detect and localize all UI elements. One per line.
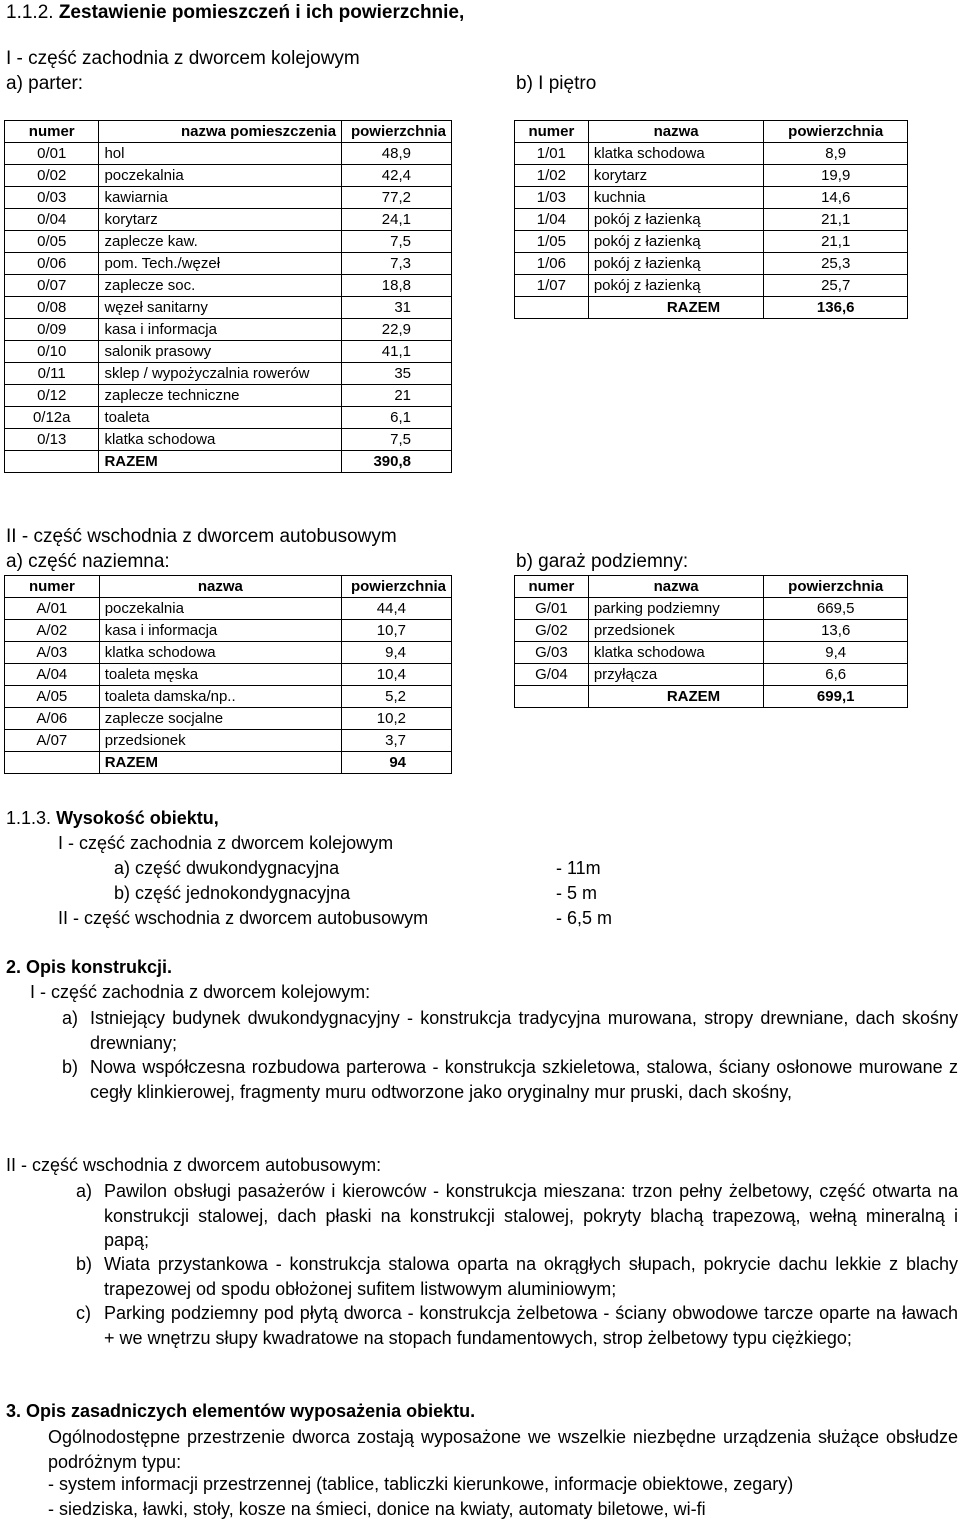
- room-area: 669,5: [764, 598, 908, 620]
- room-number: 0/07: [5, 275, 99, 297]
- room-name: pokój z łazienką: [588, 231, 764, 253]
- room-name: pokój z łazienką: [588, 253, 764, 275]
- room-area: 31: [342, 297, 452, 319]
- table-row: [5, 598, 452, 620]
- room-number: 0/06: [5, 253, 99, 275]
- column-header: nazwa: [588, 121, 764, 143]
- section-heading-113: [6, 808, 219, 829]
- room-name: przedsionek: [99, 730, 341, 752]
- table-header-row: [5, 576, 452, 598]
- room-name: klatka schodowa: [99, 429, 342, 451]
- room-number: 0/01: [5, 143, 99, 165]
- section-number: 1.1.3.: [6, 808, 52, 828]
- total-empty-cell: [5, 752, 100, 774]
- table-row: [5, 275, 452, 297]
- item-text: Wiata przystankowa - konstrukcja stalowa oparta na okrągłych słupach, pokrycie dachu lekkie z blachy trapezowej od spodu obłożonej sufitem listwowym aluminiowym;: [104, 1254, 958, 1299]
- height-a-label: a) część dwukondygnacyjna: [114, 858, 340, 878]
- room-name: kasa i informacja: [99, 620, 341, 642]
- item-label: c): [76, 1303, 91, 1323]
- item-label: b): [76, 1254, 93, 1274]
- height-part2-value: - 6,5 m: [556, 908, 613, 928]
- room-name: kuchnia: [588, 187, 764, 209]
- construction-part1: I - część zachodnia z dworcem kolejowym:: [30, 982, 371, 1002]
- total-value: 390,8: [342, 451, 452, 473]
- column-header: numer: [515, 121, 589, 143]
- section-heading-112: [6, 2, 464, 24]
- table-total-row: [515, 297, 908, 319]
- room-name: przyłącza: [588, 664, 764, 686]
- room-name: klatka schodowa: [99, 642, 341, 664]
- room-area: 14,6: [764, 187, 908, 209]
- room-area: 24,1: [342, 209, 452, 231]
- construction-part2: II - część wschodnia z dworcem autobusowym:: [6, 1155, 382, 1175]
- room-number: 1/05: [515, 231, 589, 253]
- equipment-item-1: - system informacji przestrzennej (tablice, tabliczki kierunkowe, informacje obiektowe, zegary): [48, 1474, 794, 1494]
- room-number: 1/03: [515, 187, 589, 209]
- total-value: 699,1: [764, 686, 908, 708]
- room-area: 6,1: [342, 407, 452, 429]
- height-b-label: b) część jednokondygnacyjna: [114, 883, 351, 903]
- table-row: [515, 275, 908, 297]
- room-name: zaplecze techniczne: [99, 385, 342, 407]
- column-header: nazwa: [99, 576, 341, 598]
- total-value: 136,6: [764, 297, 908, 319]
- room-number: 1/07: [515, 275, 589, 297]
- table-row: [5, 297, 452, 319]
- column-header: powierzchnia: [342, 121, 452, 143]
- room-area: 25,3: [764, 253, 908, 275]
- room-area: 77,2: [342, 187, 452, 209]
- item-label: a): [62, 1008, 79, 1028]
- table-row: [515, 620, 908, 642]
- room-area: 21,1: [764, 231, 908, 253]
- room-name: zaplecze socjalne: [99, 708, 341, 730]
- room-name: węzeł sanitarny: [99, 297, 342, 319]
- column-header: numer: [5, 576, 100, 598]
- total-label: RAZEM: [99, 752, 341, 774]
- subheading-parter: a) parter:: [6, 73, 84, 94]
- room-number: A/02: [5, 620, 100, 642]
- table-row: [5, 429, 452, 451]
- table-total-row: [515, 686, 908, 708]
- column-header: powierzchnia: [764, 576, 908, 598]
- table-row: [5, 231, 452, 253]
- construction-item-1b: [62, 1055, 958, 1129]
- construction-item-2a: [76, 1179, 958, 1253]
- room-name: klatka schodowa: [588, 642, 764, 664]
- room-number: G/04: [515, 664, 589, 686]
- table-row: [5, 363, 452, 385]
- height-b-value: - 5 m: [556, 883, 598, 903]
- table-row: [515, 598, 908, 620]
- table-row: [5, 341, 452, 363]
- part1-title: I - część zachodnia z dworcem kolejowym: [6, 48, 360, 69]
- garaz-table: [514, 575, 908, 708]
- room-number: 0/04: [5, 209, 99, 231]
- room-number: 1/06: [515, 253, 589, 275]
- room-number: 1/02: [515, 165, 589, 187]
- room-number: 0/09: [5, 319, 99, 341]
- room-number: A/05: [5, 686, 100, 708]
- room-name: pokój z łazienką: [588, 275, 764, 297]
- room-name: klatka schodowa: [588, 143, 764, 165]
- equipment-item-2: - siedziska, ławki, stoły, kosze na śmieci, donice na kwiaty, automaty biletowe, wi-fi: [48, 1499, 706, 1519]
- height-a-value: - 11m: [556, 858, 601, 878]
- room-area: 7,3: [342, 253, 452, 275]
- total-label: RAZEM: [588, 297, 764, 319]
- section-heading-2: 2. Opis konstrukcji.: [6, 957, 173, 977]
- room-area: 44,4: [342, 598, 452, 620]
- room-number: 0/03: [5, 187, 99, 209]
- room-name: przedsionek: [588, 620, 764, 642]
- table-row: [515, 209, 908, 231]
- room-area: 48,9: [342, 143, 452, 165]
- table-row: [5, 620, 452, 642]
- room-number: 0/10: [5, 341, 99, 363]
- room-name: korytarz: [99, 209, 342, 231]
- room-area: 21: [342, 385, 452, 407]
- equipment-intro: Ogólnodostępne przestrzenie dworca zostają wyposażone we wszelkie niezbędne urządzenia służące obsłudze podróżnym typu:: [48, 1427, 958, 1472]
- room-number: A/04: [5, 664, 100, 686]
- table-row: [5, 253, 452, 275]
- table-header-row: [5, 121, 452, 143]
- room-area: 10,7: [342, 620, 452, 642]
- room-name: poczekalnia: [99, 598, 341, 620]
- room-number: 1/01: [515, 143, 589, 165]
- room-number: A/03: [5, 642, 100, 664]
- table-row: [5, 385, 452, 407]
- room-number: A/06: [5, 708, 100, 730]
- table-row: [5, 407, 452, 429]
- parter-table: [4, 120, 452, 473]
- part2-title: II - część wschodnia z dworcem autobusowym: [6, 526, 397, 547]
- room-name: parking podziemny: [588, 598, 764, 620]
- table-row: [515, 664, 908, 686]
- column-header: numer: [515, 576, 589, 598]
- table-row: [5, 664, 452, 686]
- table-row: [515, 253, 908, 275]
- room-name: zaplecze kaw.: [99, 231, 342, 253]
- table-row: [5, 143, 452, 165]
- section-heading-3: 3. Opis zasadniczych elementów wyposażenia obiektu.: [6, 1401, 476, 1421]
- room-name: zaplecze soc.: [99, 275, 342, 297]
- table-row: [5, 686, 452, 708]
- table-header-row: [515, 576, 908, 598]
- room-name: pokój z łazienką: [588, 209, 764, 231]
- room-name: kawiarnia: [99, 187, 342, 209]
- table-row: [5, 642, 452, 664]
- room-number: A/07: [5, 730, 100, 752]
- item-text: Pawilon obsługi pasażerów i kierowców - konstrukcja mieszana: trzon pełny żelbetowy, część otwarta na konstrukcji stalowej, dach płaski na konstrukcji stalowej, pokryty blachą trapezową, wełną mineralną i papą;: [104, 1181, 958, 1250]
- table-row: [515, 231, 908, 253]
- height-part1: I - część zachodnia z dworcem kolejowym: [58, 833, 394, 853]
- room-name: kasa i informacja: [99, 319, 342, 341]
- item-label: b): [62, 1057, 79, 1077]
- subheading-garaz: b) garaż podziemny:: [516, 551, 689, 572]
- room-name: hol: [99, 143, 342, 165]
- subheading-naziemna: a) część naziemna:: [6, 551, 170, 572]
- total-empty-cell: [515, 686, 589, 708]
- room-area: 9,4: [764, 642, 908, 664]
- item-text: Nowa współczesna rozbudowa parterowa - konstrukcja szkieletowa, stalowa, ściany osłonowe murowane z cegły klinkierowej, fragmenty muru odtworzone jako oryginalny mur pruski, dach skośny,: [90, 1057, 958, 1102]
- section-title: Wysokość obiektu,: [56, 808, 219, 828]
- table-row: [5, 730, 452, 752]
- room-number: 0/13: [5, 429, 99, 451]
- room-number: 0/12a: [5, 407, 99, 429]
- room-name: toaleta damska/np..: [99, 686, 341, 708]
- room-number: 0/02: [5, 165, 99, 187]
- table-row: [515, 642, 908, 664]
- construction-item-2c: [76, 1301, 958, 1375]
- room-name: toaleta męska: [99, 664, 341, 686]
- total-label: RAZEM: [99, 451, 342, 473]
- table-row: [5, 165, 452, 187]
- table-row: [515, 165, 908, 187]
- room-area: 21,1: [764, 209, 908, 231]
- construction-item-2b: [76, 1252, 958, 1302]
- table-total-row: [5, 752, 452, 774]
- room-area: 6,6: [764, 664, 908, 686]
- room-name: salonik prasowy: [99, 341, 342, 363]
- table-header-row: [515, 121, 908, 143]
- room-area: 3,7: [342, 730, 452, 752]
- room-area: 42,4: [342, 165, 452, 187]
- room-area: 5,2: [342, 686, 452, 708]
- item-text: Parking podziemny pod płytą dworca - konstrukcja żelbetowa - ściany obwodowe tarcze oparte na ławach + we wnętrzu słupy kwadratowe na stopach fundamentowych, strop żelbetowy typu ciężkiego;: [104, 1303, 958, 1348]
- room-name: pom. Tech./węzeł: [99, 253, 342, 275]
- section-title: Zestawienie pomieszczeń i ich powierzchnie,: [58, 2, 465, 23]
- room-number: 0/05: [5, 231, 99, 253]
- room-number: G/03: [515, 642, 589, 664]
- room-name: toaleta: [99, 407, 342, 429]
- total-empty-cell: [515, 297, 589, 319]
- subheading-pietro: b) I piętro: [516, 73, 597, 94]
- room-area: 18,8: [342, 275, 452, 297]
- column-header: nazwa: [588, 576, 764, 598]
- pietro-table: [514, 120, 908, 319]
- item-label: a): [76, 1181, 93, 1201]
- column-header: powierzchnia: [764, 121, 908, 143]
- naziemna-table: [4, 575, 452, 774]
- total-value: 94: [342, 752, 452, 774]
- room-area: 25,7: [764, 275, 908, 297]
- item-text: Istniejący budynek dwukondygnacyjny - konstrukcja tradycyjna murowana, stropy drewniane, dach skośny drewniany;: [90, 1008, 958, 1053]
- room-area: 9,4: [342, 642, 452, 664]
- table-row: [515, 187, 908, 209]
- table-row: [5, 209, 452, 231]
- room-number: G/02: [515, 620, 589, 642]
- room-number: 1/04: [515, 209, 589, 231]
- table-row: [515, 143, 908, 165]
- section-number: 1.1.2.: [6, 2, 54, 23]
- column-header: numer: [5, 121, 99, 143]
- room-name: poczekalnia: [99, 165, 342, 187]
- room-area: 7,5: [342, 429, 452, 451]
- room-area: 13,6: [764, 620, 908, 642]
- room-number: 0/11: [5, 363, 99, 385]
- table-row: [5, 187, 452, 209]
- table-row: [5, 708, 452, 730]
- room-area: 41,1: [342, 341, 452, 363]
- room-name: sklep / wypożyczalnia rowerów: [99, 363, 342, 385]
- total-empty-cell: [5, 451, 99, 473]
- room-area: 19,9: [764, 165, 908, 187]
- room-area: 7,5: [342, 231, 452, 253]
- room-name: korytarz: [588, 165, 764, 187]
- room-area: 10,4: [342, 664, 452, 686]
- room-number: A/01: [5, 598, 100, 620]
- height-part2-label: II - część wschodnia z dworcem autobusowym: [58, 908, 429, 928]
- column-header: powierzchnia: [342, 576, 452, 598]
- column-header: nazwa pomieszczenia: [99, 121, 342, 143]
- room-number: 0/12: [5, 385, 99, 407]
- table-total-row: [5, 451, 452, 473]
- room-area: 8,9: [764, 143, 908, 165]
- room-area: 22,9: [342, 319, 452, 341]
- room-number: 0/08: [5, 297, 99, 319]
- room-area: 10,2: [342, 708, 452, 730]
- room-area: 35: [342, 363, 452, 385]
- total-label: RAZEM: [588, 686, 764, 708]
- room-number: G/01: [515, 598, 589, 620]
- table-row: [5, 319, 452, 341]
